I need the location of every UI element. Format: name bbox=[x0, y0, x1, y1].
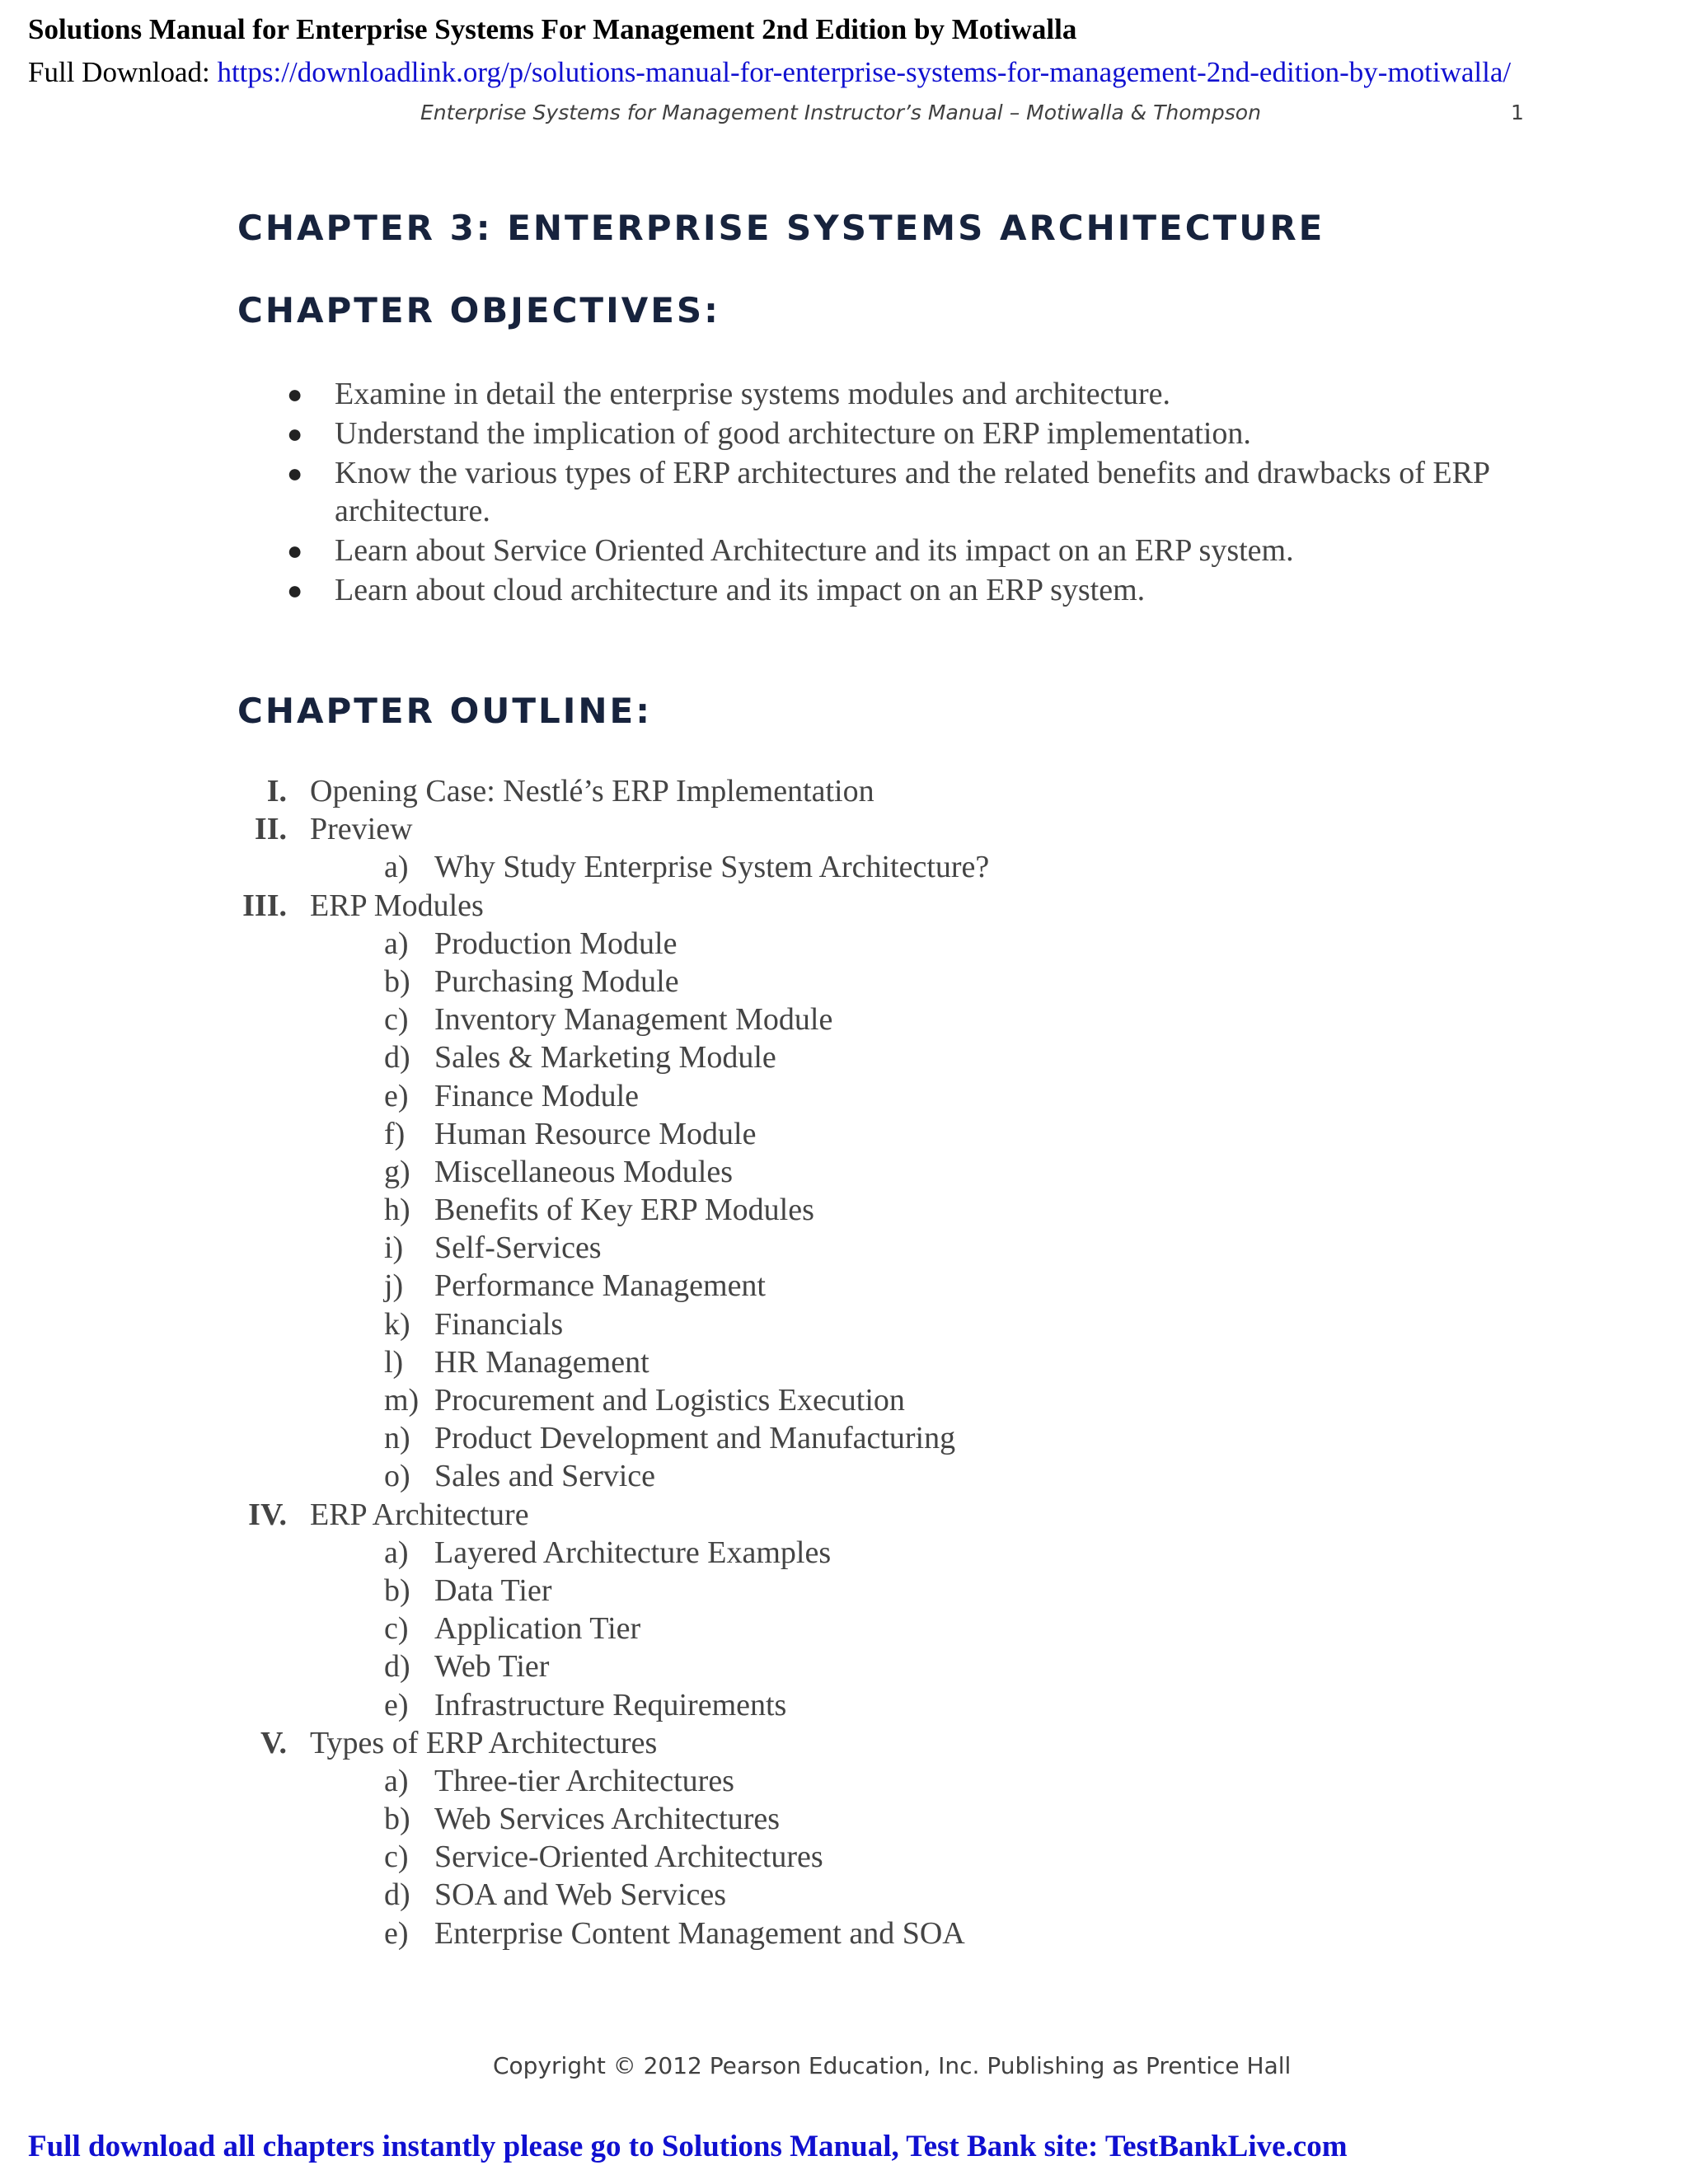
subitem-text: Miscellaneous Modules bbox=[434, 1154, 734, 1189]
banner-title: Solutions Manual for Enterprise Systems For Management 2nd Edition by Motiwalla bbox=[28, 13, 1077, 45]
subitem-letter: c) bbox=[384, 1002, 409, 1038]
subitem-text: Inventory Management Module bbox=[434, 1002, 833, 1038]
subitem-letter: j) bbox=[384, 1268, 404, 1304]
subitem-text: Web Services Architectures bbox=[434, 1802, 781, 1837]
subitem-letter: b) bbox=[384, 1572, 410, 1608]
outline-subitem bbox=[0, 848, 1688, 886]
subitem-text: Production Module bbox=[434, 926, 678, 961]
outline-subitem bbox=[0, 1762, 1688, 1800]
outline-subitem bbox=[0, 1457, 1688, 1495]
subitem-letter: d) bbox=[384, 1040, 410, 1076]
page-number: 1 bbox=[1511, 101, 1524, 124]
outline-subitem bbox=[0, 1686, 1688, 1724]
section-numeral: V. bbox=[260, 1725, 287, 1760]
subitem-text: Infrastructure Requirements bbox=[434, 1687, 787, 1722]
section-numeral: IV. bbox=[248, 1497, 287, 1532]
outline-section bbox=[0, 887, 1688, 925]
outline-subitem bbox=[0, 1838, 1688, 1876]
outline-section bbox=[0, 1724, 1688, 1762]
outline-subitem bbox=[0, 925, 1688, 963]
objective-item bbox=[280, 571, 1517, 609]
bullet-icon: ● bbox=[287, 458, 303, 488]
download-line bbox=[28, 56, 1511, 89]
subitem-letter: b) bbox=[384, 963, 410, 999]
section-title: ERP Architecture bbox=[310, 1497, 529, 1532]
outline-section bbox=[0, 810, 1688, 848]
outline-subitem bbox=[0, 963, 1688, 1001]
subitem-letter: d) bbox=[384, 1877, 410, 1913]
subitem-letter: g) bbox=[384, 1154, 410, 1189]
outline-subitem bbox=[0, 1610, 1688, 1647]
objective-text: Understand the implication of good architecture on ERP implementation. bbox=[335, 416, 1251, 451]
subitem-letter: e) bbox=[384, 1915, 409, 1951]
outline-subitem bbox=[0, 1343, 1688, 1381]
download-banner[interactable]: Full download all chapters instantly please go to Solutions Manual, Test Bank site: TestBankLive.com bbox=[28, 2130, 1348, 2163]
subitem-text: Benefits of Key ERP Modules bbox=[434, 1193, 814, 1228]
section-title: Types of ERP Architectures bbox=[310, 1725, 658, 1760]
section-numeral: II. bbox=[254, 812, 287, 847]
subitem-letter: k) bbox=[384, 1306, 410, 1342]
subitem-letter: m) bbox=[384, 1383, 420, 1418]
subitem-text: SOA and Web Services bbox=[434, 1877, 727, 1913]
subitem-text: Procurement and Logistics Execution bbox=[434, 1383, 905, 1418]
subitem-letter: o) bbox=[384, 1459, 410, 1494]
subitem-text: Finance Module bbox=[434, 1078, 640, 1113]
outline-subitem bbox=[0, 1191, 1688, 1229]
objective-item bbox=[280, 532, 1517, 569]
subitem-text: Why Study Enterprise System Architecture? bbox=[434, 850, 990, 885]
subitem-letter: l) bbox=[384, 1344, 404, 1380]
subitem-letter: a) bbox=[384, 1535, 409, 1570]
subitem-text: Sales & Marketing Module bbox=[434, 1040, 776, 1076]
section-numeral: I. bbox=[266, 774, 287, 808]
subitem-letter: f) bbox=[384, 1116, 406, 1151]
outline-subitem bbox=[0, 1572, 1688, 1610]
outline-subitem bbox=[0, 1876, 1688, 1914]
outline-section bbox=[0, 772, 1688, 810]
subitem-letter: a) bbox=[384, 1763, 409, 1798]
download-label: Full Download: bbox=[28, 56, 218, 88]
section-title: Preview bbox=[310, 812, 413, 847]
subitem-text: Self-Services bbox=[434, 1230, 602, 1266]
outline-subitem bbox=[0, 1534, 1688, 1572]
objective-text: Examine in detail the enterprise systems modules and architecture. bbox=[335, 377, 1171, 411]
outline-subitem bbox=[0, 1115, 1688, 1153]
section-numeral: III. bbox=[242, 888, 287, 923]
outline-subitem bbox=[0, 1915, 1688, 1952]
chapter-outline bbox=[0, 772, 1688, 1952]
objective-text: Learn about cloud architecture and its impact on an ERP system. bbox=[335, 573, 1146, 607]
section-title: Opening Case: Nestlé’s ERP Implementation bbox=[310, 774, 874, 808]
chapter-title: CHAPTER 3: ENTERPRISE SYSTEMS ARCHITECTURE bbox=[237, 208, 1325, 248]
subitem-letter: e) bbox=[384, 1687, 409, 1722]
subitem-letter: i) bbox=[384, 1230, 404, 1266]
subitem-letter: e) bbox=[384, 1078, 409, 1113]
subitem-text: Application Tier bbox=[434, 1611, 641, 1647]
subitem-text: Product Development and Manufacturing bbox=[434, 1421, 956, 1456]
outline-subitem bbox=[0, 1267, 1688, 1305]
outline-subitem bbox=[0, 1800, 1688, 1838]
bullet-icon: ● bbox=[287, 379, 303, 409]
outline-subitem bbox=[0, 1647, 1688, 1685]
subitem-letter: b) bbox=[384, 1802, 410, 1837]
outline-subitem bbox=[0, 1381, 1688, 1419]
subitem-letter: c) bbox=[384, 1840, 409, 1875]
outline-subitem bbox=[0, 1153, 1688, 1191]
subitem-text: Three-tier Architectures bbox=[434, 1763, 734, 1798]
subitem-text: Performance Management bbox=[434, 1268, 766, 1304]
subitem-text: Layered Architecture Examples bbox=[434, 1535, 832, 1570]
download-link[interactable]: https://downloadlink.org/p/solutions-manual-for-enterprise-systems-for-management-2nd-edition-by-motiwalla/ bbox=[217, 56, 1512, 88]
subitem-text: Enterprise Content Management and SOA bbox=[434, 1915, 965, 1951]
objective-text: Know the various types of ERP architectures and the related benefits and drawbacks of ERP architecture. bbox=[335, 456, 1489, 528]
outline-heading: CHAPTER OUTLINE: bbox=[237, 691, 653, 731]
section-title: ERP Modules bbox=[310, 888, 484, 923]
outline-subitem bbox=[0, 1001, 1688, 1038]
running-header: Enterprise Systems for Management Instructor’s Manual – Motiwalla & Thompson bbox=[420, 101, 1261, 124]
subitem-letter: a) bbox=[384, 926, 409, 961]
copyright-notice: Copyright © 2012 Pearson Education, Inc. Publishing as Prentice Hall bbox=[493, 2052, 1292, 2079]
outline-subitem bbox=[0, 1305, 1688, 1343]
outline-section bbox=[0, 1496, 1688, 1534]
subitem-text: Purchasing Module bbox=[434, 963, 679, 999]
objective-item bbox=[280, 375, 1517, 413]
subitem-text: Human Resource Module bbox=[434, 1116, 757, 1151]
objectives-list bbox=[280, 375, 1517, 611]
objective-item bbox=[280, 415, 1517, 452]
outline-subitem bbox=[0, 1077, 1688, 1115]
bullet-icon: ● bbox=[287, 575, 303, 605]
objective-text: Learn about Service Oriented Architecture and its impact on an ERP system. bbox=[335, 533, 1294, 568]
outline-subitem bbox=[0, 1229, 1688, 1267]
objective-item bbox=[280, 454, 1517, 530]
subitem-text: Sales and Service bbox=[434, 1459, 656, 1494]
subitem-letter: n) bbox=[384, 1421, 410, 1456]
bullet-icon: ● bbox=[287, 419, 303, 448]
outline-subitem bbox=[0, 1038, 1688, 1076]
subitem-letter: a) bbox=[384, 850, 409, 885]
subitem-text: Financials bbox=[434, 1306, 564, 1342]
objectives-heading: CHAPTER OBJECTIVES: bbox=[237, 290, 720, 330]
subitem-text: Data Tier bbox=[434, 1572, 552, 1608]
subitem-text: Service-Oriented Architectures bbox=[434, 1840, 823, 1875]
subitem-letter: c) bbox=[384, 1611, 409, 1647]
bullet-icon: ● bbox=[287, 536, 303, 565]
subitem-text: HR Management bbox=[434, 1344, 649, 1380]
subitem-letter: h) bbox=[384, 1193, 410, 1228]
subitem-text: Web Tier bbox=[434, 1649, 550, 1685]
subitem-letter: d) bbox=[384, 1649, 410, 1685]
outline-subitem bbox=[0, 1419, 1688, 1457]
